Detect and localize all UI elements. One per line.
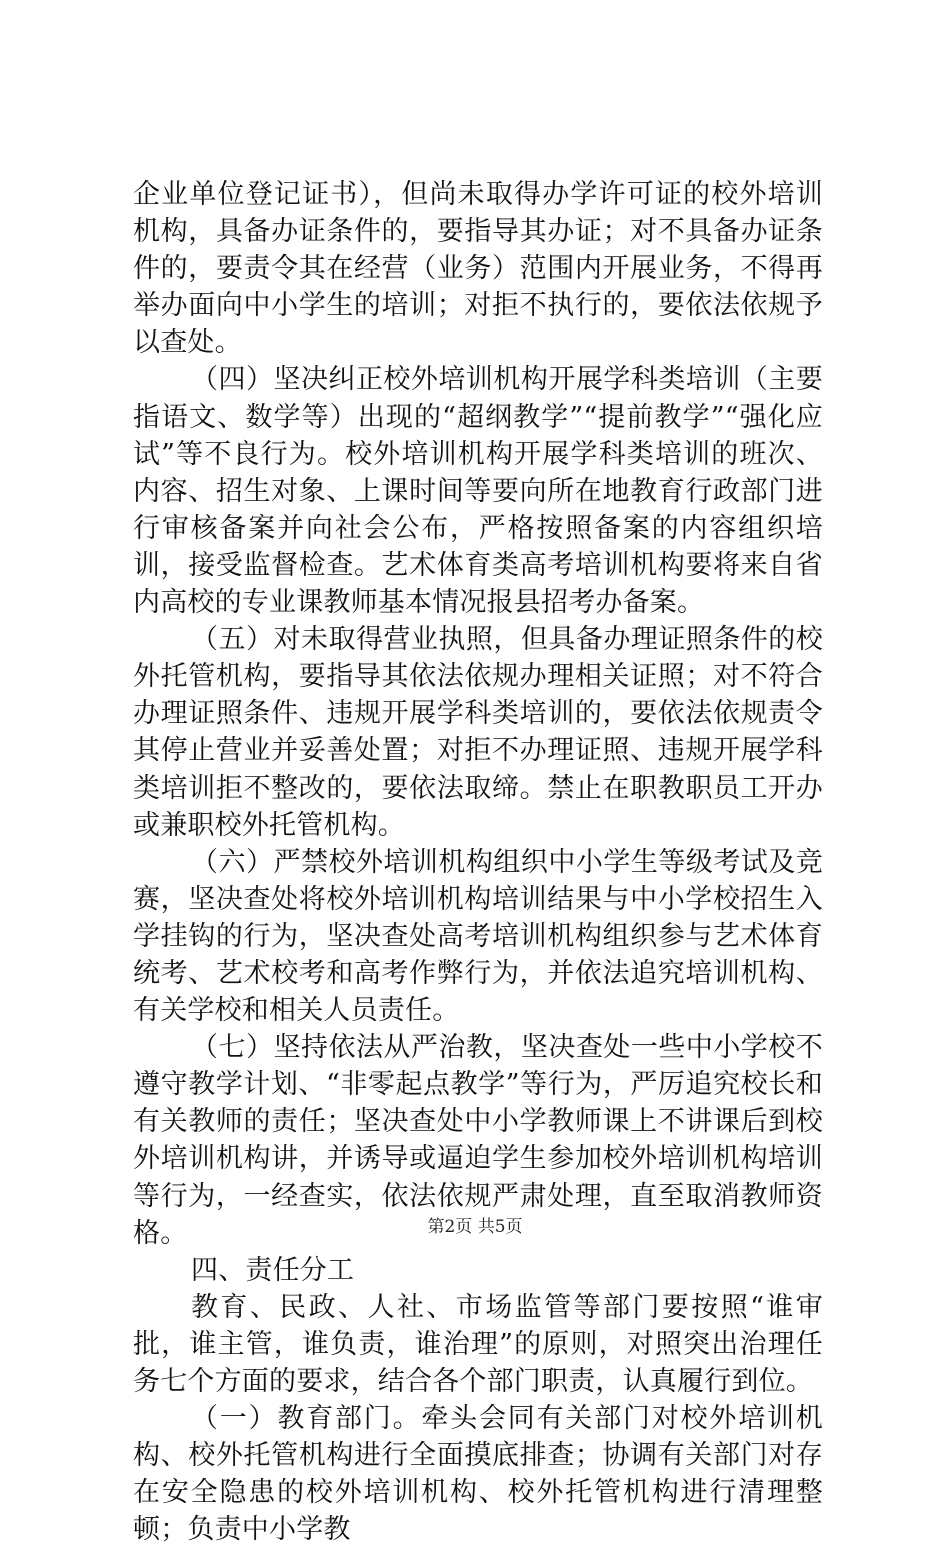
paragraph-item-4: （四）坚决纠正校外培训机构开展学科类培训（主要指语文、数学等）出现的“超纲教学”“提前教学”“强化应试”等不良行为。校外培训机构开展学科类培训的班次、内容、招生对象、上课时间等要向所在地教育行政部门进行审核备案并向社会公布，严格按照备案的内容组织培训，接受监督检查。艺术体育类高考培训机构要将来自省内高校的专业课教师基本情况报县招考办备案。 (133, 364, 823, 619)
page-number-footer: 第2页 共5页 (427, 1217, 523, 1237)
paragraph-item-7: （七）坚持依法从严治教，坚决查处一些中小学校不遵守教学计划、“非零起点教学”等行为，严厉追究校长和有关教师的责任；坚决查处中小学教师课上不讲课后到校外培训机构讲，并诱导或逼迫学生参加校外培训机构培训等行为，一经查实，依法依规严肃处理，直至取消教师资格。 (133, 1032, 823, 1249)
section-heading-responsibilities: 四、责任分工 (191, 1254, 355, 1286)
paragraph-item-5: （五）对未取得营业执照，但具备办理证照条件的校外托管机构，要指导其依法依规办理相关证照；对不符合办理证照条件、违规开展学科类培训的，要依法依规责令其停止营业并妥善处置；对拒不办理证照、违规开展学科类培训拒不整改的，要依法取缔。禁止在职教职员工开办或兼职校外托管机构。 (133, 624, 823, 841)
paragraph-continued: 企业单位登记证书），但尚未取得办学许可证的校外培训机构，具备办证条件的，要指导其办证；对不具备办证条件的，要责令其在经营（业务）范围内开展业务，不得再举办面向中小学生的培训；对拒不执行的，要依法依规予以查处。 (133, 179, 823, 359)
paragraph-education-department: （一）教育部门。牵头会同有关部门对校外培训机构、校外托管机构进行全面摸底排查；协调有关部门对存在安全隐患的校外培训机构、校外托管机构进行清理整顿；负责中小学教 (133, 1403, 823, 1546)
paragraph-responsibilities-intro: 教育、民政、人社、市场监管等部门要按照“谁审批，谁主管，谁负责，谁治理”的原则，对照突出治理任务七个方面的要求，结合各个部门职责，认真履行到位。 (133, 1291, 823, 1397)
document-body (133, 176, 823, 1548)
paragraph-item-6: （六）严禁校外培训机构组织中小学生等级考试及竞赛，坚决查处将校外培训机构培训结果与中小学校招生入学挂钩的行为，坚决查处高考培训机构组织参与艺术体育统考、艺术校考和高考作弊行为，并依法追究培训机构、有关学校和相关人员责任。 (133, 846, 823, 1027)
